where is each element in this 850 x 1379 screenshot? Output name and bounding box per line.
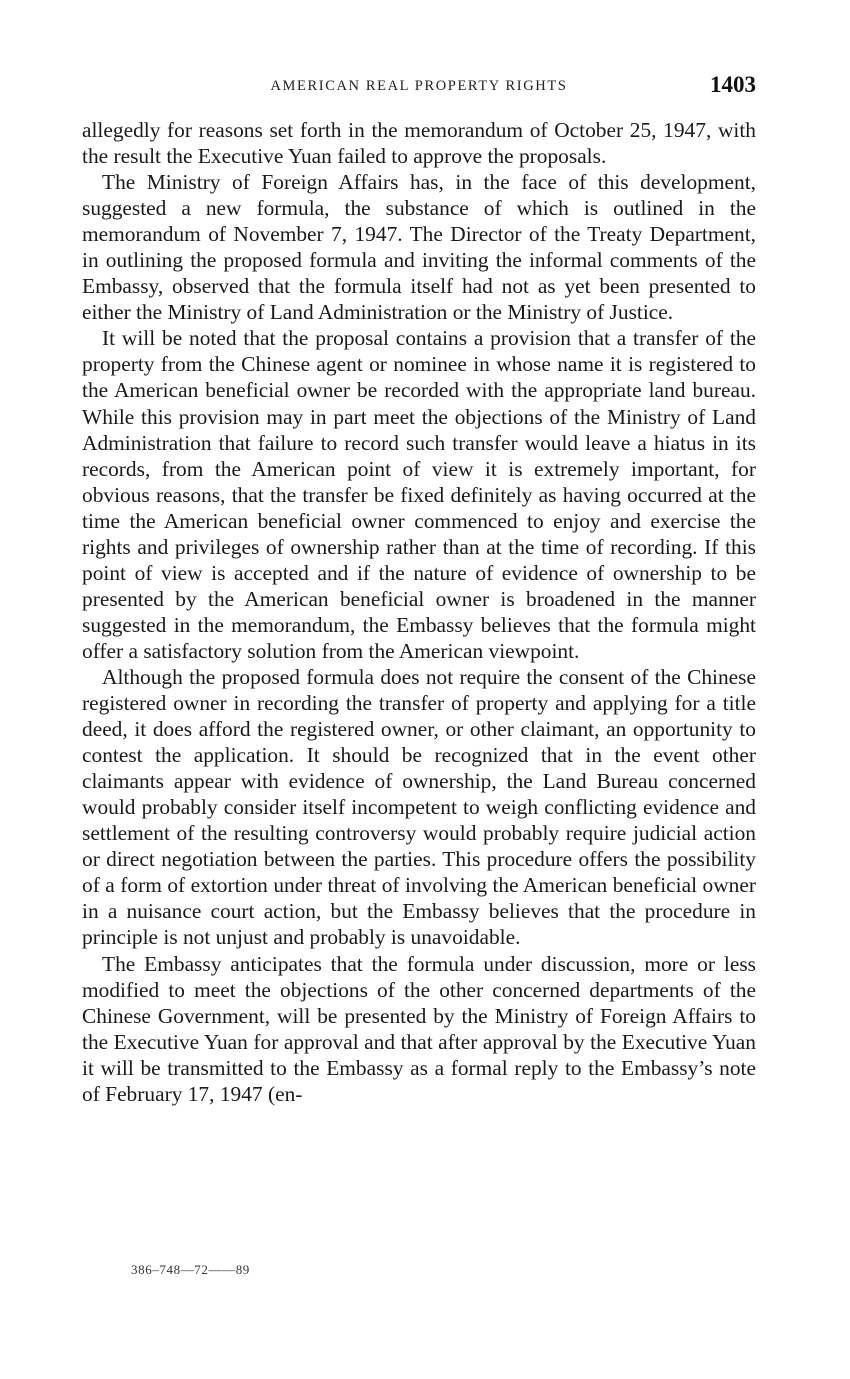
print-code: 386–748—72——89 bbox=[131, 1262, 250, 1277]
paragraph: It will be noted that the proposal contains a provision that a transfer of the property from the Chinese agent or nominee in whose name it is registered to the American beneficial owner be recorded with the appropriate land bureau. While this provision may in part meet the objections of the Ministry of Land Administration that failure to record such transfer would leave a hiatus in its records, from the American point of view it is extremely important, for obvious reasons, that the transfer be fixed definitely as having occurred at the time the American beneficial owner commenced to enjoy and exercise the rights and privileges of ownership rather than at the time of recording. If this point of view is accepted and if the nature of evidence of ownership to be presented by the American beneficial owner is broadened in the manner suggested in the memorandum, the Embassy believes that the formula might offer a satisfactory solution from the American viewpoint. bbox=[82, 326, 756, 663]
body-text bbox=[82, 117, 756, 1107]
paragraph: Although the proposed formula does not require the consent of the Chinese registered owner in recording the transfer of property and applying for a title deed, it does afford the registered owner, or other claimant, an opportunity to contest the application. It should be recognized that in the event other claimants appear with evidence of ownership, the Land Bureau concerned would probably consider itself incompetent to weigh conflicting evidence and settlement of the resulting controversy would probably require judicial action or direct negotiation between the parties. This procedure offers the possibility of a form of extortion under threat of involving the American beneficial owner in a nuisance court action, but the Embassy believes that the procedure in principle is not unjust and probably is unavoidable. bbox=[82, 664, 756, 950]
paragraph-continued: allegedly for reasons set forth in the memorandum of October 25, 1947, with the result the Executive Yuan failed to approve the proposals. bbox=[82, 118, 756, 169]
running-head bbox=[82, 72, 756, 104]
page-number: 1403 bbox=[710, 72, 756, 97]
paragraph: The Embassy anticipates that the formula under discussion, more or less modified to meet the objections of the other concerned departments of the Chinese Government, will be presented by the Ministry of Foreign Affairs to the Executive Yuan for approval and that after approval by the Executive Yuan it will be transmitted to the Embassy as a formal reply to the Embassy’s note of February 17, 1947 (en- bbox=[82, 951, 756, 1106]
paragraph: The Ministry of Foreign Affairs has, in the face of this development, suggested a new formula, the substance of which is outlined in the memorandum of November 7, 1947. The Director of the Treaty Department, in outlining the proposed formula and inviting the informal comments of the Embassy, observed that the formula itself had not as yet been presented to either the Ministry of Land Administration or the Ministry of Justice. bbox=[82, 170, 756, 325]
running-title: AMERICAN REAL PROPERTY RIGHTS bbox=[270, 78, 568, 94]
